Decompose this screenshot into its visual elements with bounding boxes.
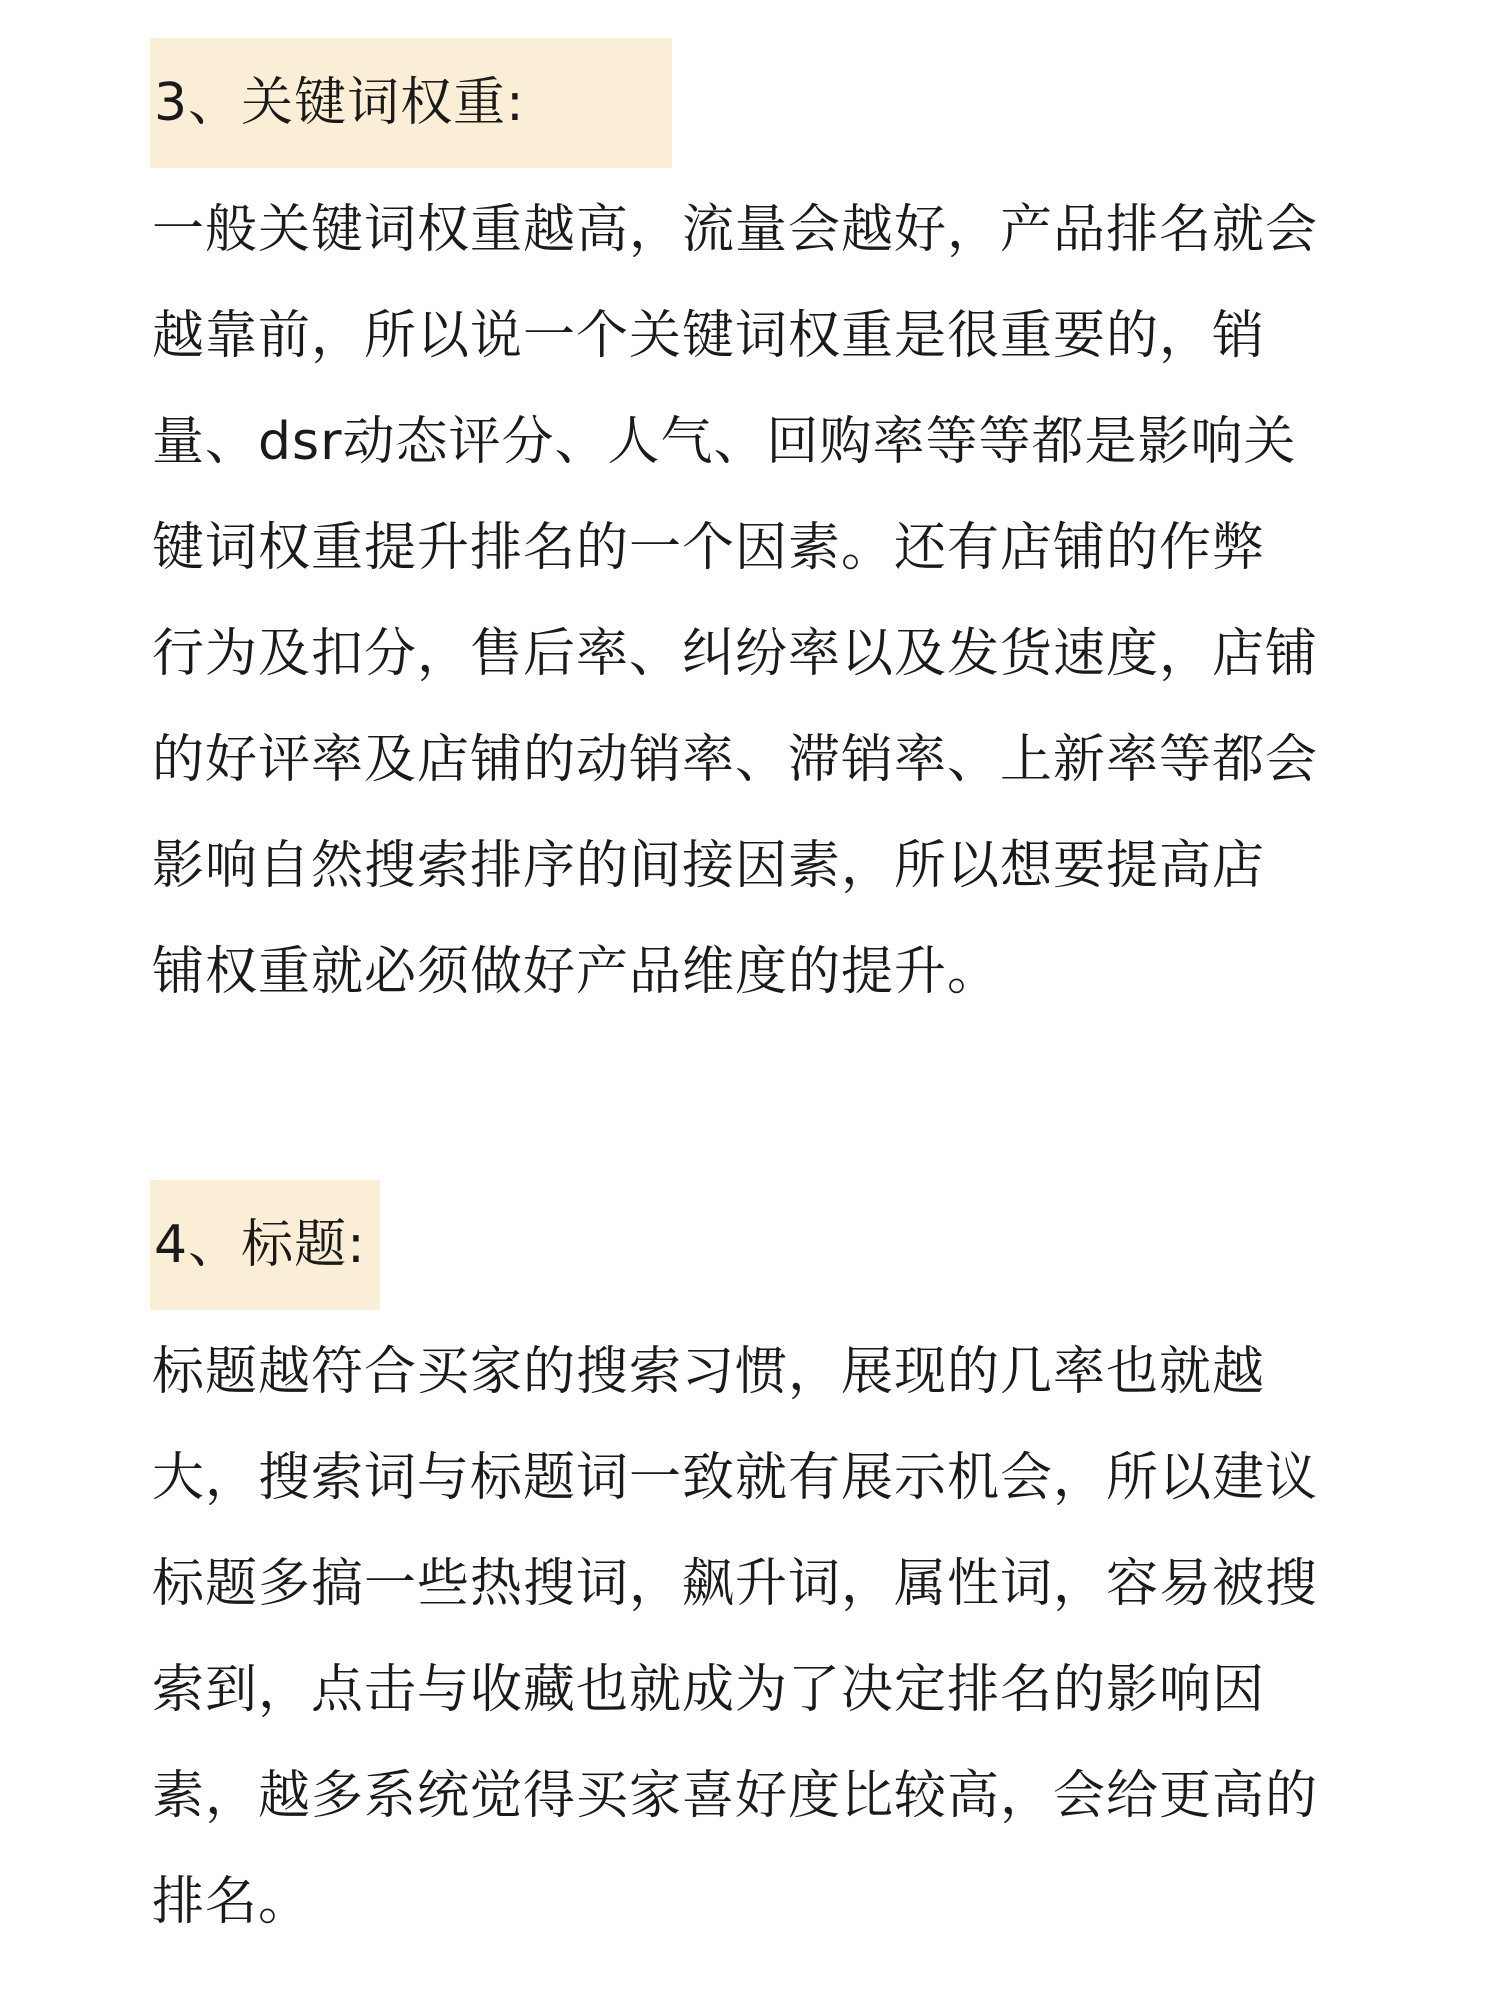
section-4-line-5: 素，越多系统觉得买家喜好度比较高，会给更高的 [152,1766,1319,1826]
section-4-line-3: 标题多搞一些热搜词，飙升词，属性词，容易被搜 [152,1554,1319,1614]
section-3-line-3: 量、dsr动态评分、人气、回购率等等都是影响关 [152,412,1297,472]
section-3-line-8: 铺权重就必须做好产品维度的提升。 [152,942,1001,1002]
section-3-line-7: 影响自然搜索排序的间接因素，所以想要提高店 [152,836,1266,896]
section-4-heading: 4、标题: [150,1180,380,1310]
section-3-line-4: 键词权重提升排名的一个因素。还有店铺的作弊 [152,518,1266,578]
section-3-line-5: 行为及扣分，售后率、纠纷率以及发货速度，店铺 [152,624,1319,684]
section-3-line-2: 越靠前，所以说一个关键词权重是很重要的，销 [152,306,1266,366]
section-3-heading: 3、关键词权重: [150,38,672,168]
section-4-line-6: 排名。 [152,1872,312,1932]
section-4-line-2: 大，搜索词与标题词一致就有展示机会，所以建议 [152,1448,1319,1508]
section-4-line-4: 索到，点击与收藏也就成为了决定排名的影响因 [152,1660,1266,1720]
section-3-line-1: 一般关键词权重越高，流量会越好，产品排名就会 [152,200,1319,260]
section-3-line-6: 的好评率及店铺的动销率、滞销率、上新率等都会 [152,730,1319,790]
section-4-line-1: 标题越符合买家的搜索习惯，展现的几率也就越 [152,1342,1266,1402]
